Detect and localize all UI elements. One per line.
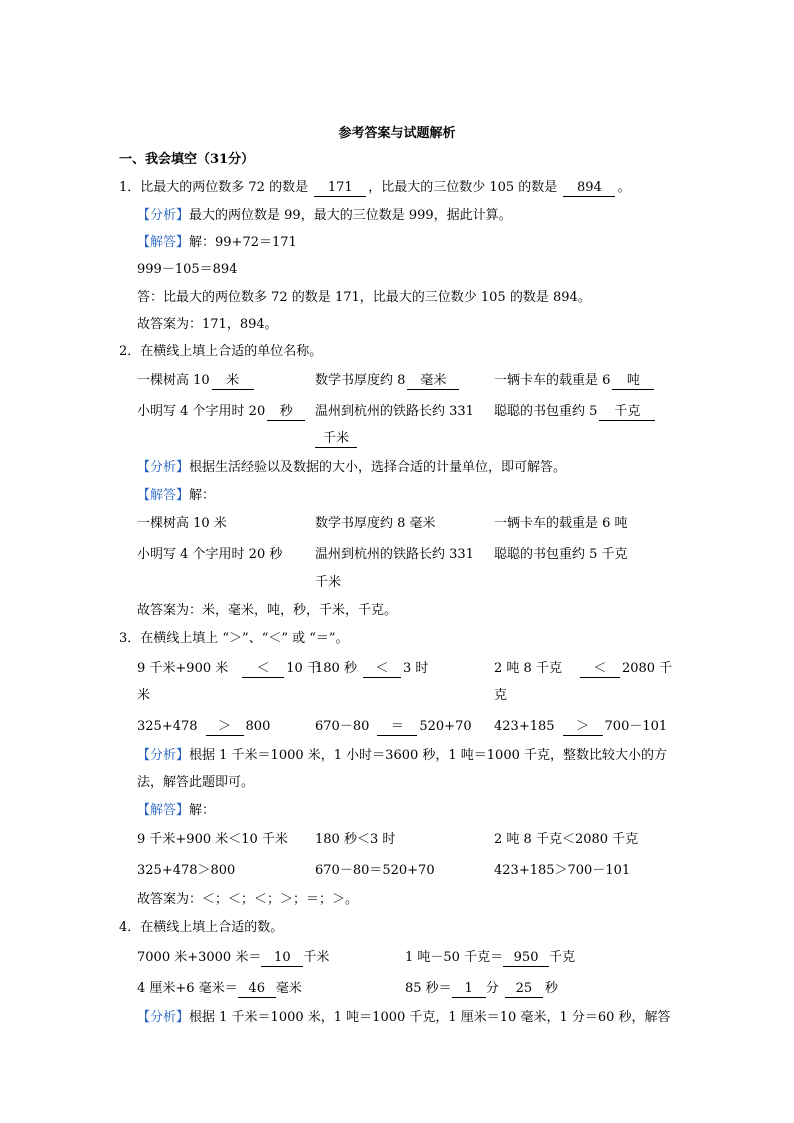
analysis bbox=[137, 1008, 671, 1028]
analysis-tag: 【分析】 bbox=[137, 1010, 190, 1025]
final-answer: 故答案为：米，毫米，吨，秒，千米，千克。 bbox=[137, 603, 398, 618]
question-number: 3． bbox=[119, 631, 141, 646]
solution-line: 答：比最大的两位数多 72 的数是 171，比最大的三位数少 105 的数是 894。 bbox=[137, 290, 591, 305]
answer-blank: ＝ bbox=[377, 719, 417, 736]
solution-tag: 【解答】 bbox=[137, 235, 190, 250]
analysis bbox=[137, 458, 566, 478]
solution-item: 670－80＝520+70 bbox=[315, 863, 435, 878]
answer-blank: 894 bbox=[563, 180, 615, 197]
section-heading: 一、我会填空（31分） bbox=[119, 152, 255, 167]
solution-item: 温州到杭州的铁路长约 331 bbox=[315, 547, 474, 562]
fill-item: 1 吨－50 千克＝ 950 千克 bbox=[405, 950, 576, 965]
compare-item: 670－80 ＝ 520+70 bbox=[315, 719, 472, 734]
question-number: 1． bbox=[119, 180, 141, 195]
solution-item: 数学书厚度约 8 毫米 bbox=[315, 516, 436, 531]
question-text: 在横线上填上合适的单位名称。 bbox=[140, 344, 323, 359]
answer-blank: 秒 bbox=[267, 404, 305, 421]
analysis-line: 法，解答此题即可。 bbox=[137, 775, 255, 790]
solution-tag: 【解答】 bbox=[137, 803, 190, 818]
compare-item: 423+185 ＞ 700－101 bbox=[494, 719, 668, 734]
analysis bbox=[137, 206, 512, 226]
question-number: 2． bbox=[119, 344, 141, 359]
answer-blank: 10 bbox=[261, 950, 303, 967]
fill-item: 4 厘米+6 毫米＝ 46 毫米 bbox=[137, 981, 302, 996]
question-number: 4． bbox=[119, 920, 141, 935]
fill-item: 一辆卡车的载重是 6 吨 bbox=[494, 371, 656, 391]
fill-item: 小明写 4 个字用时 20 秒 bbox=[137, 402, 307, 422]
question-text: 比最大的两位数多 72 的数是 bbox=[140, 180, 309, 195]
solution-item: 一辆卡车的载重是 6 吨 bbox=[494, 516, 628, 531]
solution-item: 小明写 4 个字用时 20 秒 bbox=[137, 547, 283, 562]
question-3 bbox=[119, 629, 349, 649]
compare-item: 325+478 ＞ 800 bbox=[137, 719, 271, 734]
solution-text: 解：99+72＝171 bbox=[189, 235, 297, 250]
solution-item: 325+478＞800 bbox=[137, 863, 236, 878]
question-1 bbox=[119, 178, 630, 198]
question-text: 在横线上填上合适的数。 bbox=[140, 920, 284, 935]
answer-blank: 毫米 bbox=[407, 373, 459, 390]
question-text: 在横线上填上 “＞”、“＜” 或 “＝”。 bbox=[140, 631, 349, 646]
solution-item: 180 秒＜3 时 bbox=[315, 832, 396, 847]
answer-blank: 171 bbox=[314, 180, 366, 197]
solution: 【解答】解： bbox=[137, 803, 216, 818]
analysis-tag: 【分析】 bbox=[137, 208, 190, 223]
fill-item: 数学书厚度约 8 毫米 bbox=[315, 371, 461, 391]
analysis-tag: 【分析】 bbox=[137, 460, 190, 475]
compare-item: 2 吨 8 千克 ＜ 2080 千 bbox=[494, 661, 673, 676]
solution-item: 一棵树高 10 米 bbox=[137, 516, 227, 531]
analysis bbox=[137, 746, 667, 766]
solution-tag: 【解答】 bbox=[137, 488, 190, 503]
answer-blank: 950 bbox=[503, 950, 549, 967]
analysis-text: 根据生活经验以及数据的大小，选择合适的计量单位，即可解答。 bbox=[189, 460, 567, 475]
answer-blank: 吨 bbox=[612, 373, 654, 390]
answer-blank: ＞ bbox=[563, 719, 603, 736]
solution: 【解答】解： bbox=[137, 488, 216, 503]
fill-item: 温州到杭州的铁路长约 331 bbox=[315, 404, 474, 419]
answer-blank: 千米 bbox=[315, 431, 357, 448]
analysis-text: 根据 1 千米＝1000 米，1 小时＝3600 秒，1 吨＝1000 千克，整数比较大小的方 bbox=[189, 748, 668, 763]
answer-blank: 25 bbox=[505, 981, 543, 998]
answer-blank: ＜ bbox=[580, 661, 620, 678]
question-2 bbox=[119, 342, 322, 362]
compare-item: 9 千米+900 米 ＜ 10 千 bbox=[137, 661, 320, 676]
solution bbox=[137, 233, 297, 253]
answer-blank: 1 bbox=[452, 981, 486, 998]
answer-blank: 46 bbox=[238, 981, 276, 998]
question-text: ，比最大的三位数少 105 的数是 bbox=[368, 180, 558, 195]
solution-item-wrap: 千米 bbox=[315, 575, 342, 590]
solution-item: 423+185＞700－101 bbox=[494, 863, 631, 878]
solution-line: 999－105＝894 bbox=[137, 262, 238, 277]
solution-item: 聪聪的书包重约 5 千克 bbox=[494, 547, 628, 562]
answer-blank: ＞ bbox=[206, 719, 244, 736]
fill-item: 聪聪的书包重约 5 千克 bbox=[494, 402, 657, 422]
analysis-tag: 【分析】 bbox=[137, 748, 190, 763]
analysis-text: 根据 1 千米＝1000 米，1 吨＝1000 千克，1 厘米＝10 毫米，1 分＝60 秒，解答 bbox=[189, 1010, 671, 1025]
compare-item-wrap: 克 bbox=[494, 688, 508, 703]
question-4 bbox=[119, 918, 283, 938]
compare-item: 180 秒 ＜ 3 时 bbox=[315, 661, 429, 676]
question-text: 。 bbox=[617, 180, 631, 195]
solution-line: 故答案为：171，894。 bbox=[137, 317, 278, 332]
answer-blank: 千克 bbox=[599, 404, 655, 421]
solution-item: 9 千米+900 米＜10 千米 bbox=[137, 832, 288, 847]
analysis-text: 最大的两位数是 99，最大的三位数是 999，据此计算。 bbox=[189, 208, 512, 223]
fill-item: 一棵树高 10 米 bbox=[137, 371, 256, 391]
final-answer: 故答案为：＜；＜；＜；＞；＝；＞。 bbox=[137, 892, 359, 907]
answer-blank: ＜ bbox=[363, 661, 401, 678]
compare-item-wrap: 米 bbox=[137, 688, 151, 703]
solution-item: 2 吨 8 千克＜2080 千克 bbox=[494, 832, 639, 847]
page-title: 参考答案与试题解析 bbox=[338, 126, 456, 141]
fill-item-wrap bbox=[315, 429, 359, 449]
answer-blank: ＜ bbox=[242, 661, 284, 678]
answer-blank: 米 bbox=[212, 373, 254, 390]
fill-item: 85 秒＝ 1 分 25 秒 bbox=[405, 981, 558, 996]
fill-item: 7000 米+3000 米＝ 10 千米 bbox=[137, 950, 330, 965]
